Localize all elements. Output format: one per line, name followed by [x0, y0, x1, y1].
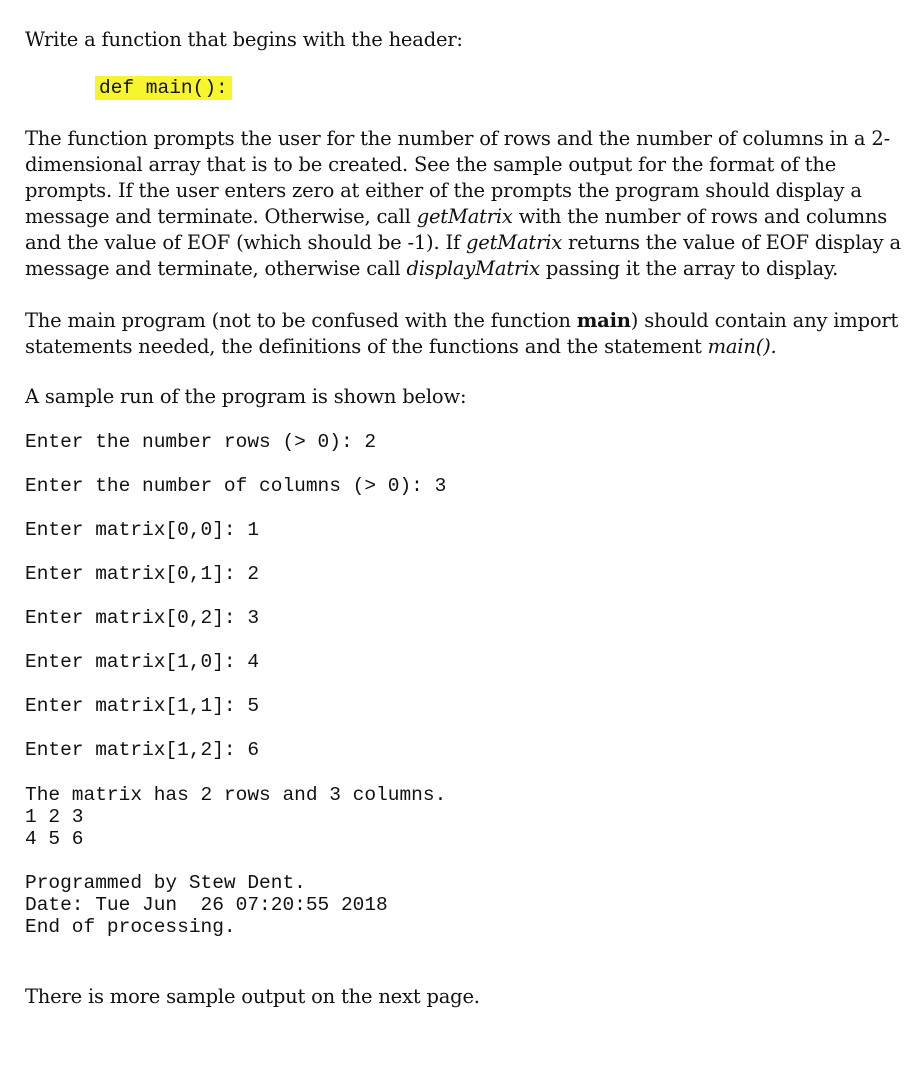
description-paragraph [25, 126, 905, 282]
sample-prompt-line: Enter matrix[1,2]: 6 [25, 739, 260, 761]
sample-prompt-line: Enter matrix[1,0]: 4 [25, 651, 260, 673]
sample-prompt-line: Enter matrix[1,1]: 5 [25, 695, 260, 717]
function-name-getmatrix: getMatrix [465, 231, 563, 254]
closing-note: There is more sample output on the next page. [25, 985, 480, 1008]
sample-prompt-line: Enter the number rows (> 0): 2 [25, 431, 377, 453]
intro-text: Write a function that begins with the header: [25, 28, 463, 51]
sample-prompt-line: Enter the number of columns (> 0): 3 [25, 475, 447, 497]
matrix-output [25, 784, 446, 850]
date-line: Date: Tue Jun 26 07:20:55 2018 [25, 894, 388, 916]
main-keyword: main [576, 309, 631, 332]
matrix-row: 1 2 3 [25, 806, 84, 828]
main-program-text: ) should contain any import statements needed, the definitions of the functions and the statement [25, 309, 899, 358]
main-program-text: The main program (not to be confused with the function [25, 309, 577, 332]
description-text: with the number of rows and columns and the value of EOF (which should be -1). If [25, 205, 888, 254]
main-call: main(). [707, 335, 777, 358]
function-name-getmatrix: getMatrix [416, 205, 513, 228]
program-footer-output [25, 872, 388, 938]
matrix-summary-line: The matrix has 2 rows and 3 columns. [25, 784, 447, 806]
function-header-code: def main(): [95, 76, 232, 100]
function-name-displaymatrix: displayMatrix [406, 257, 540, 280]
programmer-line: Programmed by Stew Dent. [25, 872, 306, 894]
sample-run-heading: A sample run of the program is shown below: [25, 385, 467, 408]
description-text: returns the value of EOF display a message and terminate, otherwise call [25, 231, 901, 280]
main-program-paragraph [25, 308, 905, 360]
description-text: passing it the array to display. [539, 257, 839, 280]
sample-prompt-line: Enter matrix[0,0]: 1 [25, 519, 260, 541]
sample-prompt-line: Enter matrix[0,1]: 2 [25, 563, 260, 585]
sample-prompt-line: Enter matrix[0,2]: 3 [25, 607, 260, 629]
description-text: The function prompts the user for the number of rows and the number of columns in a 2-dimensional array that is to be created. See the sample output for the format of the prompts. If the user enters zero at either of the prompts the program should display a message and terminate. Otherwise, call [25, 127, 890, 228]
end-line: End of processing. [25, 916, 236, 938]
matrix-row: 4 5 6 [25, 828, 84, 850]
